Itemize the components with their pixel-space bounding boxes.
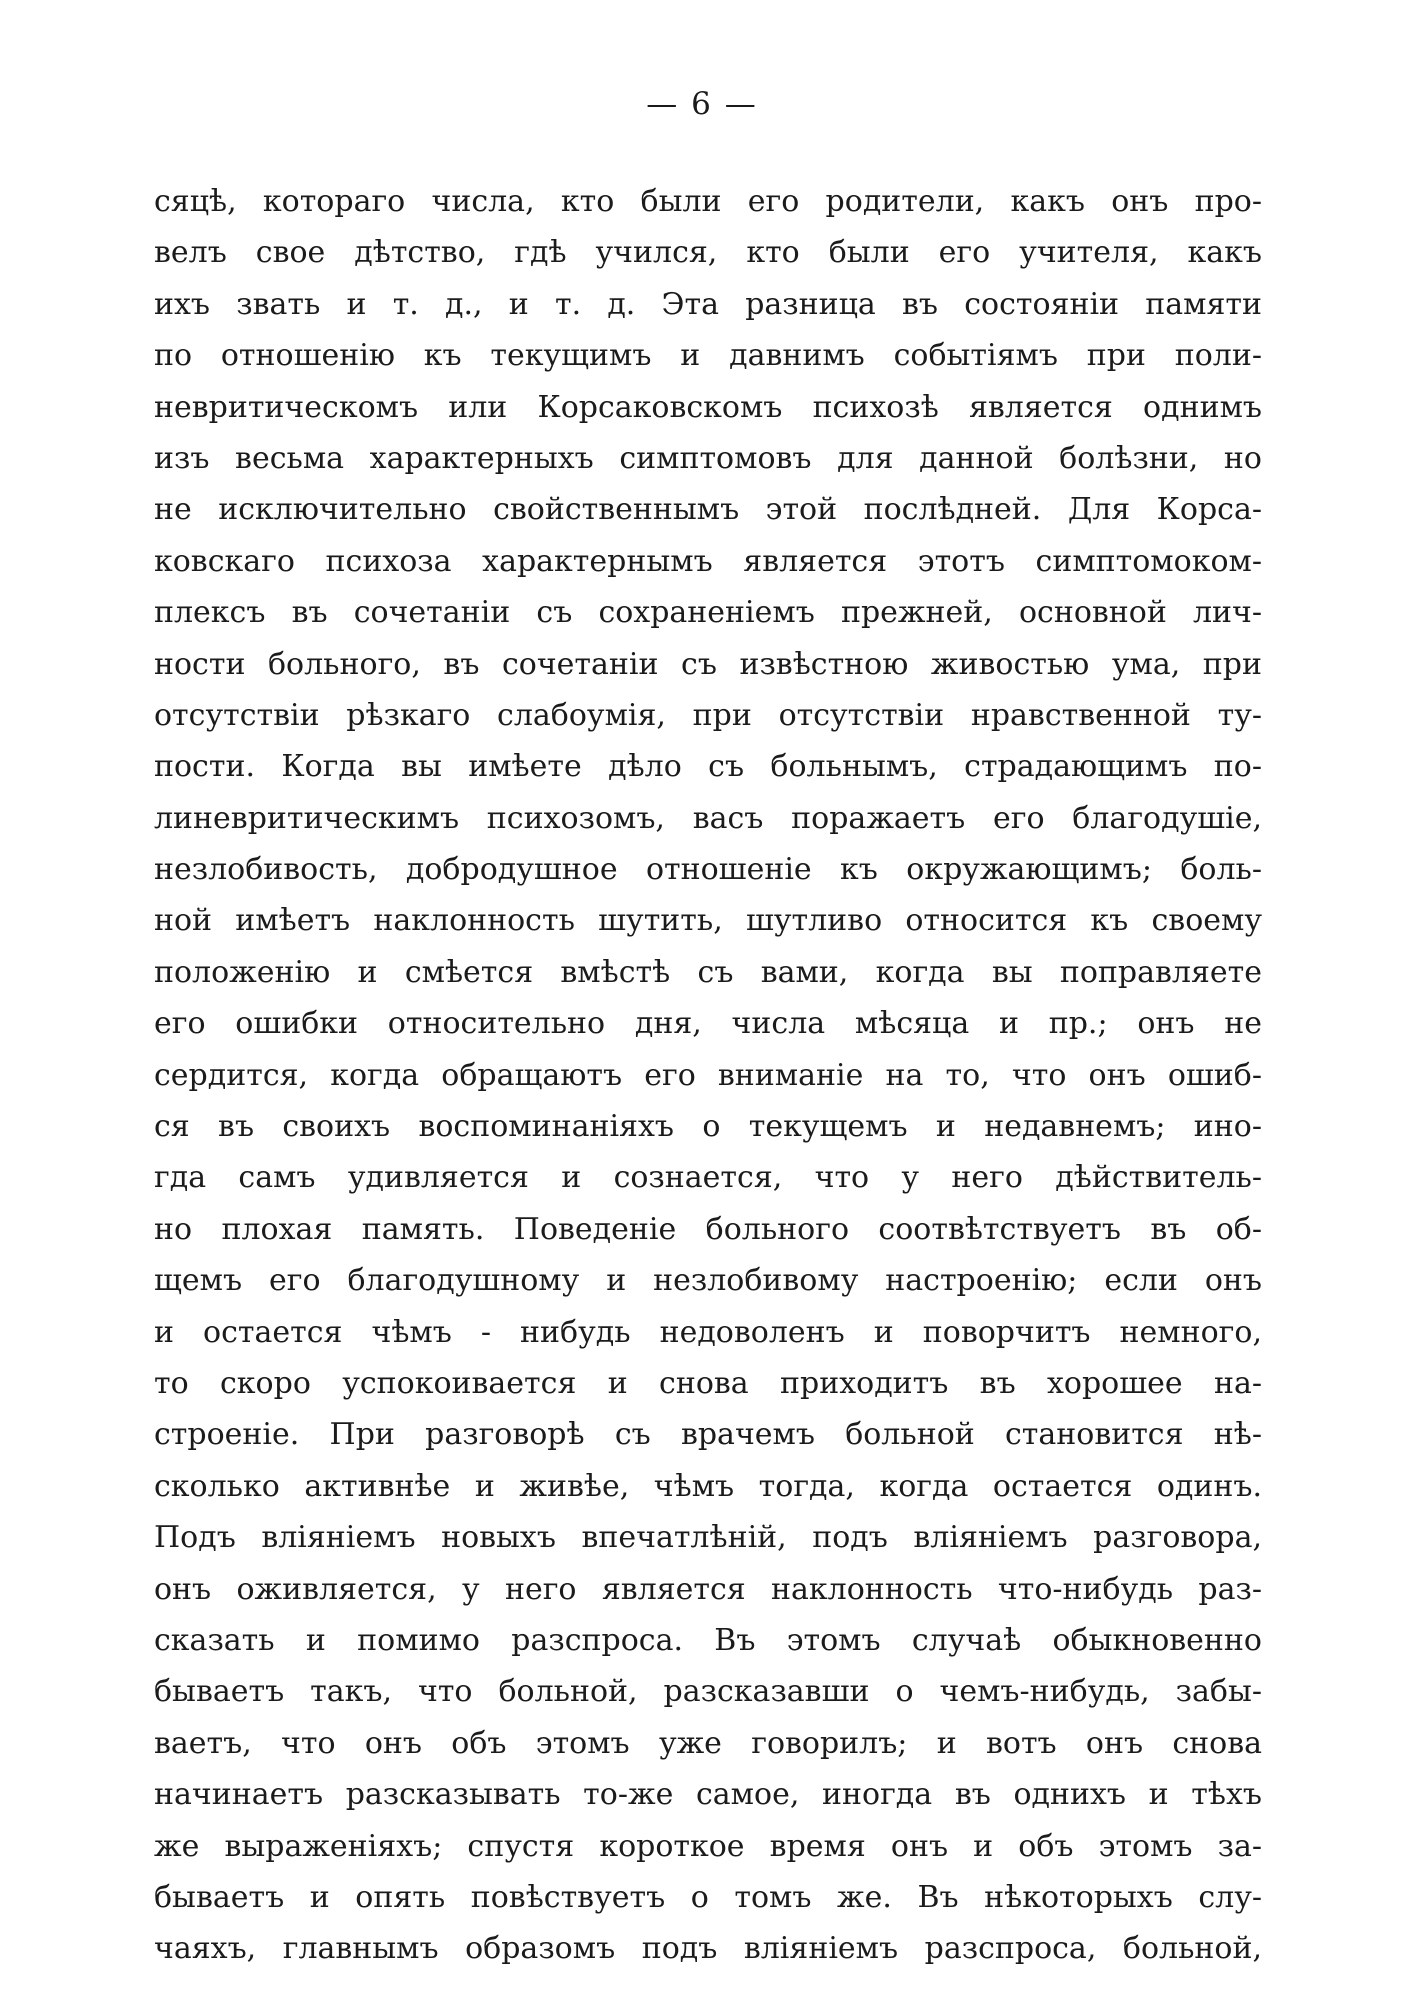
text-line: гда самъ удивляется и сознается, что у него дѣйствитель- <box>154 1160 1262 1196</box>
text-line: Подъ вліяніемъ новыхъ впечатлѣній, подъ вліяніемъ разговора, <box>154 1520 1262 1556</box>
text-line: линевритическимъ психозомъ, васъ поражаетъ его благодушіе, <box>154 800 1262 836</box>
text-line: ся въ своихъ воспоминаніяхъ о текущемъ и недавнемъ; ино- <box>154 1109 1262 1145</box>
text-line: пости. Когда вы имѣете дѣло съ больнымъ, страдающимъ по- <box>154 749 1262 785</box>
body-text <box>154 176 1262 1975</box>
text-line: ности больного, въ сочетаніи съ извѣстною живостью ума, при <box>154 646 1262 682</box>
text-line: его ошибки относительно дня, числа мѣсяца и пр.; онъ не <box>154 1006 1262 1042</box>
text-line: онъ оживляется, у него является наклонность что-нибудь раз- <box>154 1571 1262 1607</box>
text-line: то скоро успокоивается и снова приходитъ въ хорошее на- <box>154 1365 1262 1401</box>
text-line: начинаетъ разсказывать то-же самое, иногда въ однихъ и тѣхъ <box>154 1777 1262 1813</box>
text-line: но плохая память. Поведеніе больного соотвѣтствуетъ въ об- <box>154 1211 1262 1247</box>
text-line: сколько активнѣе и живѣе, чѣмъ тогда, когда остается одинъ. <box>154 1468 1262 1504</box>
text-line: отсутствіи рѣзкаго слабоумія, при отсутствіи нравственной ту- <box>154 697 1262 733</box>
text-line: чаяхъ, главнымъ образомъ подъ вліяніемъ разспроса, больной, <box>154 1931 1262 1967</box>
text-line: положенію и смѣется вмѣстѣ съ вами, когда вы поправляете <box>154 954 1262 990</box>
text-line: незлобивость, добродушное отношеніе къ окружающимъ; боль- <box>154 852 1262 888</box>
text-line: сяцѣ, котораго числа, кто были его родители, какъ онъ про- <box>154 184 1262 219</box>
text-line: ной имѣетъ наклонность шутить, шутливо относится къ своему <box>154 903 1262 939</box>
text-line: же выраженіяхъ; спустя короткое время онъ и объ этомъ за- <box>154 1828 1262 1864</box>
text-line: бываетъ такъ, что больной, разсказавши о чемъ-нибудь, забы- <box>154 1674 1262 1710</box>
text-line: щемъ его благодушному и незлобивому настроенію; если онъ <box>154 1263 1262 1299</box>
text-line: сказать и помимо разспроса. Въ этомъ случаѣ обыкновенно <box>154 1622 1262 1658</box>
text-line: велъ свое дѣтство, гдѣ учился, кто были его учителя, какъ <box>154 235 1262 271</box>
text-line: невритическомъ или Корсаковскомъ психозѣ является однимъ <box>154 389 1262 425</box>
text-line: ваетъ, что онъ объ этомъ уже говорилъ; и вотъ онъ снова <box>154 1725 1262 1761</box>
text-line: изъ весьма характерныхъ симптомовъ для данной болѣзни, но <box>154 440 1262 476</box>
text-line: и остается чѣмъ - нибудь недоволенъ и поворчитъ немного, <box>154 1314 1262 1350</box>
text-line: ковскаго психоза характернымъ является этотъ симптомоком- <box>154 543 1262 579</box>
text-line: бываетъ и опять повѣствуетъ о томъ же. Въ нѣкоторыхъ слу- <box>154 1879 1262 1915</box>
text-line: плексъ въ сочетаніи съ сохраненіемъ прежней, основной лич- <box>154 595 1262 631</box>
text-line: строеніе. При разговорѣ съ врачемъ больной становится нѣ- <box>154 1417 1262 1453</box>
text-line: по отношенію къ текущимъ и давнимъ событіямъ при поли- <box>154 338 1262 374</box>
text-line: сердится, когда обращаютъ его вниманіе на то, что онъ ошиб- <box>154 1057 1262 1093</box>
text-line: не исключительно свойственнымъ этой послѣдней. Для Корса- <box>154 492 1262 528</box>
text-line: ихъ звать и т. д., и т. д. Эта разница въ состояніи памяти <box>154 286 1262 322</box>
page-number: — 6 — <box>646 86 758 122</box>
